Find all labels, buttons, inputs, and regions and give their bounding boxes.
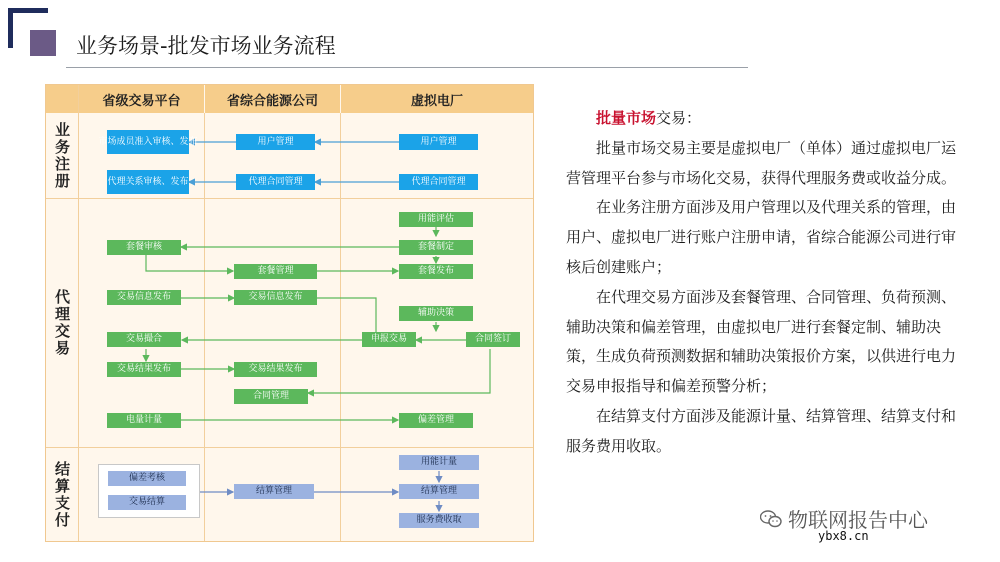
wechat-icon	[760, 510, 782, 528]
box-settlement-mgmt-vpp: 结算管理	[399, 484, 479, 499]
corner-logo-square	[30, 30, 56, 56]
row-label-agency-text: 代理交易	[53, 289, 71, 357]
box-deviation-assessment: 偏差考核	[108, 471, 186, 486]
box-contract-management: 合同管理	[234, 389, 308, 404]
description-paragraph-agency: 在代理交易方面涉及套餐管理、合同管理、负荷预测、辅助决策和偏差管理，由虚拟电厂进行套餐定制、辅助决策，生成负荷预测数据和辅助决策报价方案，以供进行电力交易申报指导和偏差预警分析；	[566, 287, 957, 396]
site-watermark: ybx8.cn	[818, 529, 869, 543]
box-trade-info-publish-energy-co: 交易信息发布	[234, 290, 317, 305]
box-member-admission-review: 市场成员准入审核、发布	[107, 130, 189, 154]
box-trade-result-publish-energy-co: 交易结果发布	[234, 362, 317, 377]
box-package-publish: 套餐发布	[399, 264, 473, 279]
box-package-management: 套餐管理	[234, 264, 317, 279]
box-service-fee-collection: 服务费收取	[399, 513, 479, 528]
box-trade-settlement: 交易结算	[108, 495, 186, 510]
box-package-review: 套餐审核	[107, 240, 181, 255]
description-panel	[566, 104, 961, 462]
box-contract-signing: 合同签订	[466, 332, 520, 347]
row-label-registration-text: 业务注册	[53, 122, 71, 190]
box-decision-support: 辅助决策	[399, 306, 473, 321]
description-heading	[566, 104, 961, 134]
description-paragraph-registration: 在业务注册方面涉及用户管理以及代理关系的管理，由用户、虚拟电厂进行账户注册申请，省综合能源公司进行审核后创建账户；	[566, 198, 957, 276]
box-deviation-management: 偏差管理	[399, 413, 473, 428]
slide-title: 业务场景-批发市场业务流程	[76, 34, 336, 58]
box-load-evaluation: 用能评估	[399, 212, 473, 227]
box-trade-result-publish-platform: 交易结果发布	[107, 362, 181, 377]
flow-diagram	[45, 84, 534, 542]
box-settlement-mgmt-energy-co: 结算管理	[234, 484, 314, 499]
header-virtual-power-plant: 虚拟电厂	[341, 85, 533, 113]
box-agency-contract-energy-co: 代理合同管理	[236, 174, 315, 190]
description-paragraph-settlement: 在结算支付方面涉及能源计量、结算管理、结算支付和服务费用收取。	[566, 406, 957, 455]
description-paragraph-overview: 批量市场交易主要是虚拟电厂（单体）通过虚拟电厂运营管理平台参与市场化交易，获得代理服务费或收益分成。	[566, 138, 957, 187]
box-user-mgmt-vpp: 用户管理	[399, 134, 478, 150]
box-trade-info-publish-platform: 交易信息发布	[107, 290, 181, 305]
title-divider	[66, 67, 748, 68]
box-trade-declaration: 申报交易	[362, 332, 416, 347]
description-heading-rest: 交易：	[656, 109, 702, 127]
box-package-design: 套餐制定	[399, 240, 473, 255]
box-trade-matching: 交易撮合	[107, 332, 181, 347]
box-agency-contract-vpp: 代理合同管理	[399, 174, 478, 190]
box-energy-usage-metering: 用能计量	[399, 455, 479, 470]
box-energy-metering: 电量计量	[107, 413, 181, 428]
header-provincial-energy-company: 省综合能源公司	[205, 85, 340, 113]
row-label-settlement-text: 结算支付	[53, 460, 71, 529]
box-user-mgmt-energy-co: 用户管理	[236, 134, 315, 150]
description-highlight: 批量市场	[596, 109, 657, 127]
header-provincial-platform: 省级交易平台	[79, 85, 204, 113]
box-agency-relation-review: 代理关系审核、发布	[107, 170, 189, 194]
watermark-text: 物联网报告中心	[788, 508, 928, 532]
